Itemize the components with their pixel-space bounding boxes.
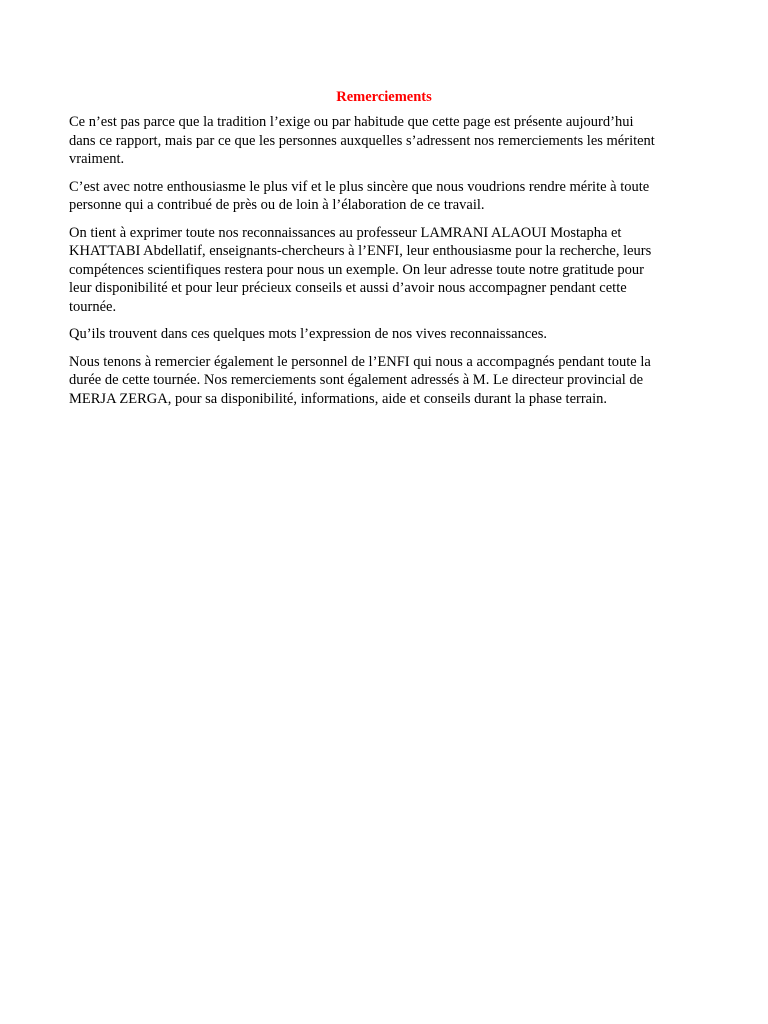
- paragraph-staff: [69, 353, 709, 409]
- paragraph-line: Qu’ils trouvent dans ces quelques mots l’expression de nos vives reconnaissances.: [69, 326, 547, 342]
- paragraph-line: tournée.: [69, 298, 117, 315]
- document-body: [69, 113, 709, 417]
- paragraph-intro: [69, 113, 709, 169]
- paragraph-line: vraiment.: [69, 151, 125, 167]
- paragraph-line: compétences scientifiques restera pour nous un exemple. On leur adresse toute notre gratitude pour: [69, 261, 644, 278]
- paragraph-line: durée de cette tournée. Nos remerciements sont également adressés à M. Le directeur provincial de: [69, 372, 644, 388]
- paragraph-line: dans ce rapport, mais par ce que les personnes auxquelles s’adressent nos remerciements les méritent: [69, 132, 655, 149]
- paragraph-line: C’est avec notre enthousiasme le plus vif et le plus sincère que nous voudrions rendre mérite à toute: [69, 178, 650, 195]
- paragraph-line: Nous tenons à remercier également le personnel de l’ENFI qui nous a accompagnés pendant toute la: [69, 353, 651, 370]
- page-title: Remerciements: [336, 89, 432, 105]
- paragraph-line: On tient à exprimer toute nos reconnaissances au professeur LAMRANI ALAOUI Mostapha et: [69, 224, 622, 241]
- paragraph-professors: [69, 224, 709, 317]
- paragraph-line: Ce n’est pas parce que la tradition l’exige ou par habitude que cette page est présente aujourd’hui: [69, 114, 634, 130]
- paragraph-gratitude: [69, 325, 709, 344]
- paragraph-enthusiasm: [69, 178, 709, 215]
- paragraph-line: KHATTABI Abdellatif, enseignants-chercheurs à l’ENFI, leur enthousiasme pour la recherche, leurs: [69, 243, 652, 259]
- paragraph-line: MERJA ZERGA, pour sa disponibilité, informations, aide et conseils durant la phase terrain.: [69, 390, 608, 407]
- paragraph-line: leur disponibilité et pour leur précieux conseils et aussi d’avoir nous accompagner pendant cette: [69, 280, 627, 296]
- paragraph-line: personne qui a contribué de près ou de loin à l’élaboration de ce travail.: [69, 197, 485, 213]
